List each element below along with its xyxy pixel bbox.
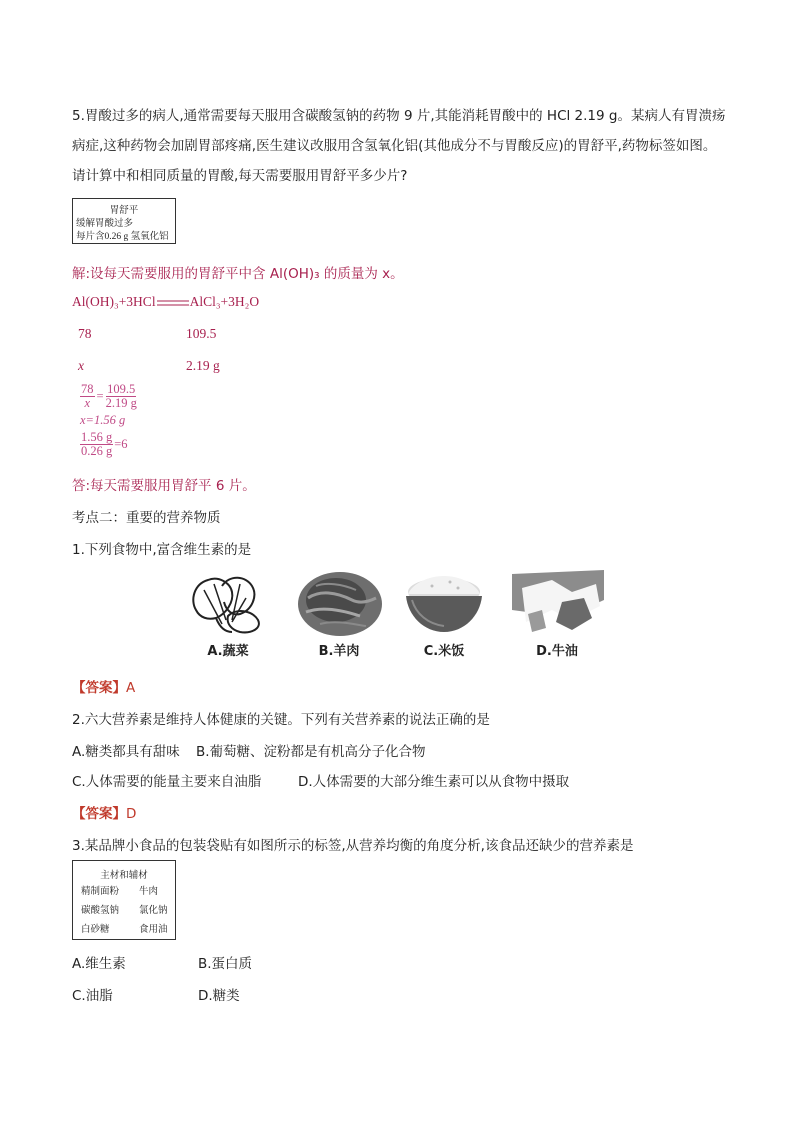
chemical-equation [72, 294, 259, 310]
solution-intro: 解:设每天需要服用的胃舒平中含 Al(OH)₃ 的质量为 x。 [72, 266, 404, 282]
fraction-equals: = [96, 389, 104, 403]
ingredient-r2c2: 氯化钠 [139, 906, 168, 916]
answer-value: D [126, 806, 137, 822]
q2-option-c: C.人体需要的能量主要来自油脂 [72, 774, 262, 790]
option-c-label: C.米饭 [423, 644, 465, 659]
rice-bowl-icon [402, 570, 486, 638]
equation-left: Al(OH)₃+3HCl [72, 294, 156, 309]
fraction-2 [106, 383, 137, 410]
ingredient-r1c1: 精制面粉 [81, 887, 120, 897]
mutton-icon [296, 570, 384, 638]
drug-label-title: 胃舒平 [109, 206, 139, 216]
ingredient-r1c2: 牛肉 [139, 887, 159, 897]
tablet-count-equation [80, 431, 128, 458]
q2-option-d: D.人体需要的大部分维生素可以从食物中摄取 [298, 774, 570, 790]
fraction-1-den: x [84, 396, 91, 410]
proportion-equation [80, 383, 137, 410]
solution-answer: 答:每天需要服用胃舒平 6 片。 [72, 478, 256, 494]
q3-option-b: B.蛋白质 [198, 956, 253, 972]
option-a-label: A.蔬菜 [207, 644, 249, 659]
answer-value: A [126, 680, 136, 696]
drug-label-line2: 每片含0.26 g 氢氧化铝 [76, 232, 169, 242]
q5-drug-label [72, 198, 176, 244]
option-d-label: D.牛油 [536, 644, 578, 659]
section-title: 考点二：重要的营养物质 [72, 510, 221, 526]
q1-stem: 1.下列食物中,富含维生素的是 [72, 542, 252, 558]
fraction-3-result: =6 [114, 437, 128, 451]
q5-stem-line2: 病症,这种药物会加剧胃部疼痛,医生建议改服用含氢氧化铝(其他成分不与胃酸反应)的胃舒平,药物标签如图。 [72, 138, 717, 154]
ingredient-r3c1: 白砂糖 [81, 925, 110, 935]
molar-mass-2: 109.5 [186, 326, 217, 341]
q1-answer [72, 676, 135, 696]
equals-arrow-icon [157, 298, 189, 308]
fraction-3-den: 0.26 g [81, 444, 113, 458]
ingredient-r2c1: 碳酸氢钠 [81, 906, 120, 916]
q3-option-a: A.维生素 [72, 956, 126, 972]
q5-stem-line3: 请计算中和相同质量的胃酸,每天需要服用胃舒平多少片? [72, 168, 408, 184]
q3-ingredient-label [72, 860, 176, 940]
equation-right: AlCl₃+3H₂O [189, 294, 260, 309]
fraction-1-num: 78 [81, 382, 94, 396]
q2-option-a: A.糖类都具有甜味 [72, 744, 180, 760]
fraction-2-den: 2.19 g [105, 396, 137, 410]
result-x: x=1.56 g [80, 413, 126, 427]
answer-tag: 【答案】 [72, 680, 126, 696]
ingredient-r3c2: 食用油 [139, 925, 168, 935]
option-b-label: B.羊肉 [318, 644, 360, 659]
answer-tag: 【答案】 [72, 806, 126, 822]
molar-mass-1: 78 [78, 326, 92, 341]
q3-option-c: C.油脂 [72, 988, 113, 1004]
fraction-3-num: 1.56 g [81, 430, 113, 444]
unknown-x: x [78, 358, 84, 373]
drug-label-line1: 缓解胃酸过多 [76, 219, 134, 229]
ingredient-label-title: 主材和辅材 [100, 871, 148, 881]
fraction-3 [80, 431, 113, 458]
q2-answer [72, 802, 136, 822]
q3-option-d: D.糖类 [198, 988, 240, 1004]
known-mass: 2.19 g [186, 358, 220, 373]
q2-option-b: B.葡萄糖、淀粉都是有机高分子化合物 [196, 744, 426, 760]
vegetable-icon [186, 570, 270, 636]
fraction-1 [80, 383, 95, 410]
q5-stem-line1: 5.胃酸过多的病人,通常需要每天服用含碳酸氢钠的药物 9 片,其能消耗胃酸中的 HCl 2.19 g。某病人有胃溃疡 [72, 108, 726, 124]
q2-stem: 2.六大营养素是维持人体健康的关键。下列有关营养素的说法正确的是 [72, 712, 490, 728]
butter-icon [512, 570, 604, 638]
fraction-2-num: 109.5 [107, 382, 136, 396]
q3-stem: 3.某品牌小食品的包装袋贴有如图所示的标签,从营养均衡的角度分析,该食品还缺少的营养素是 [72, 838, 634, 854]
